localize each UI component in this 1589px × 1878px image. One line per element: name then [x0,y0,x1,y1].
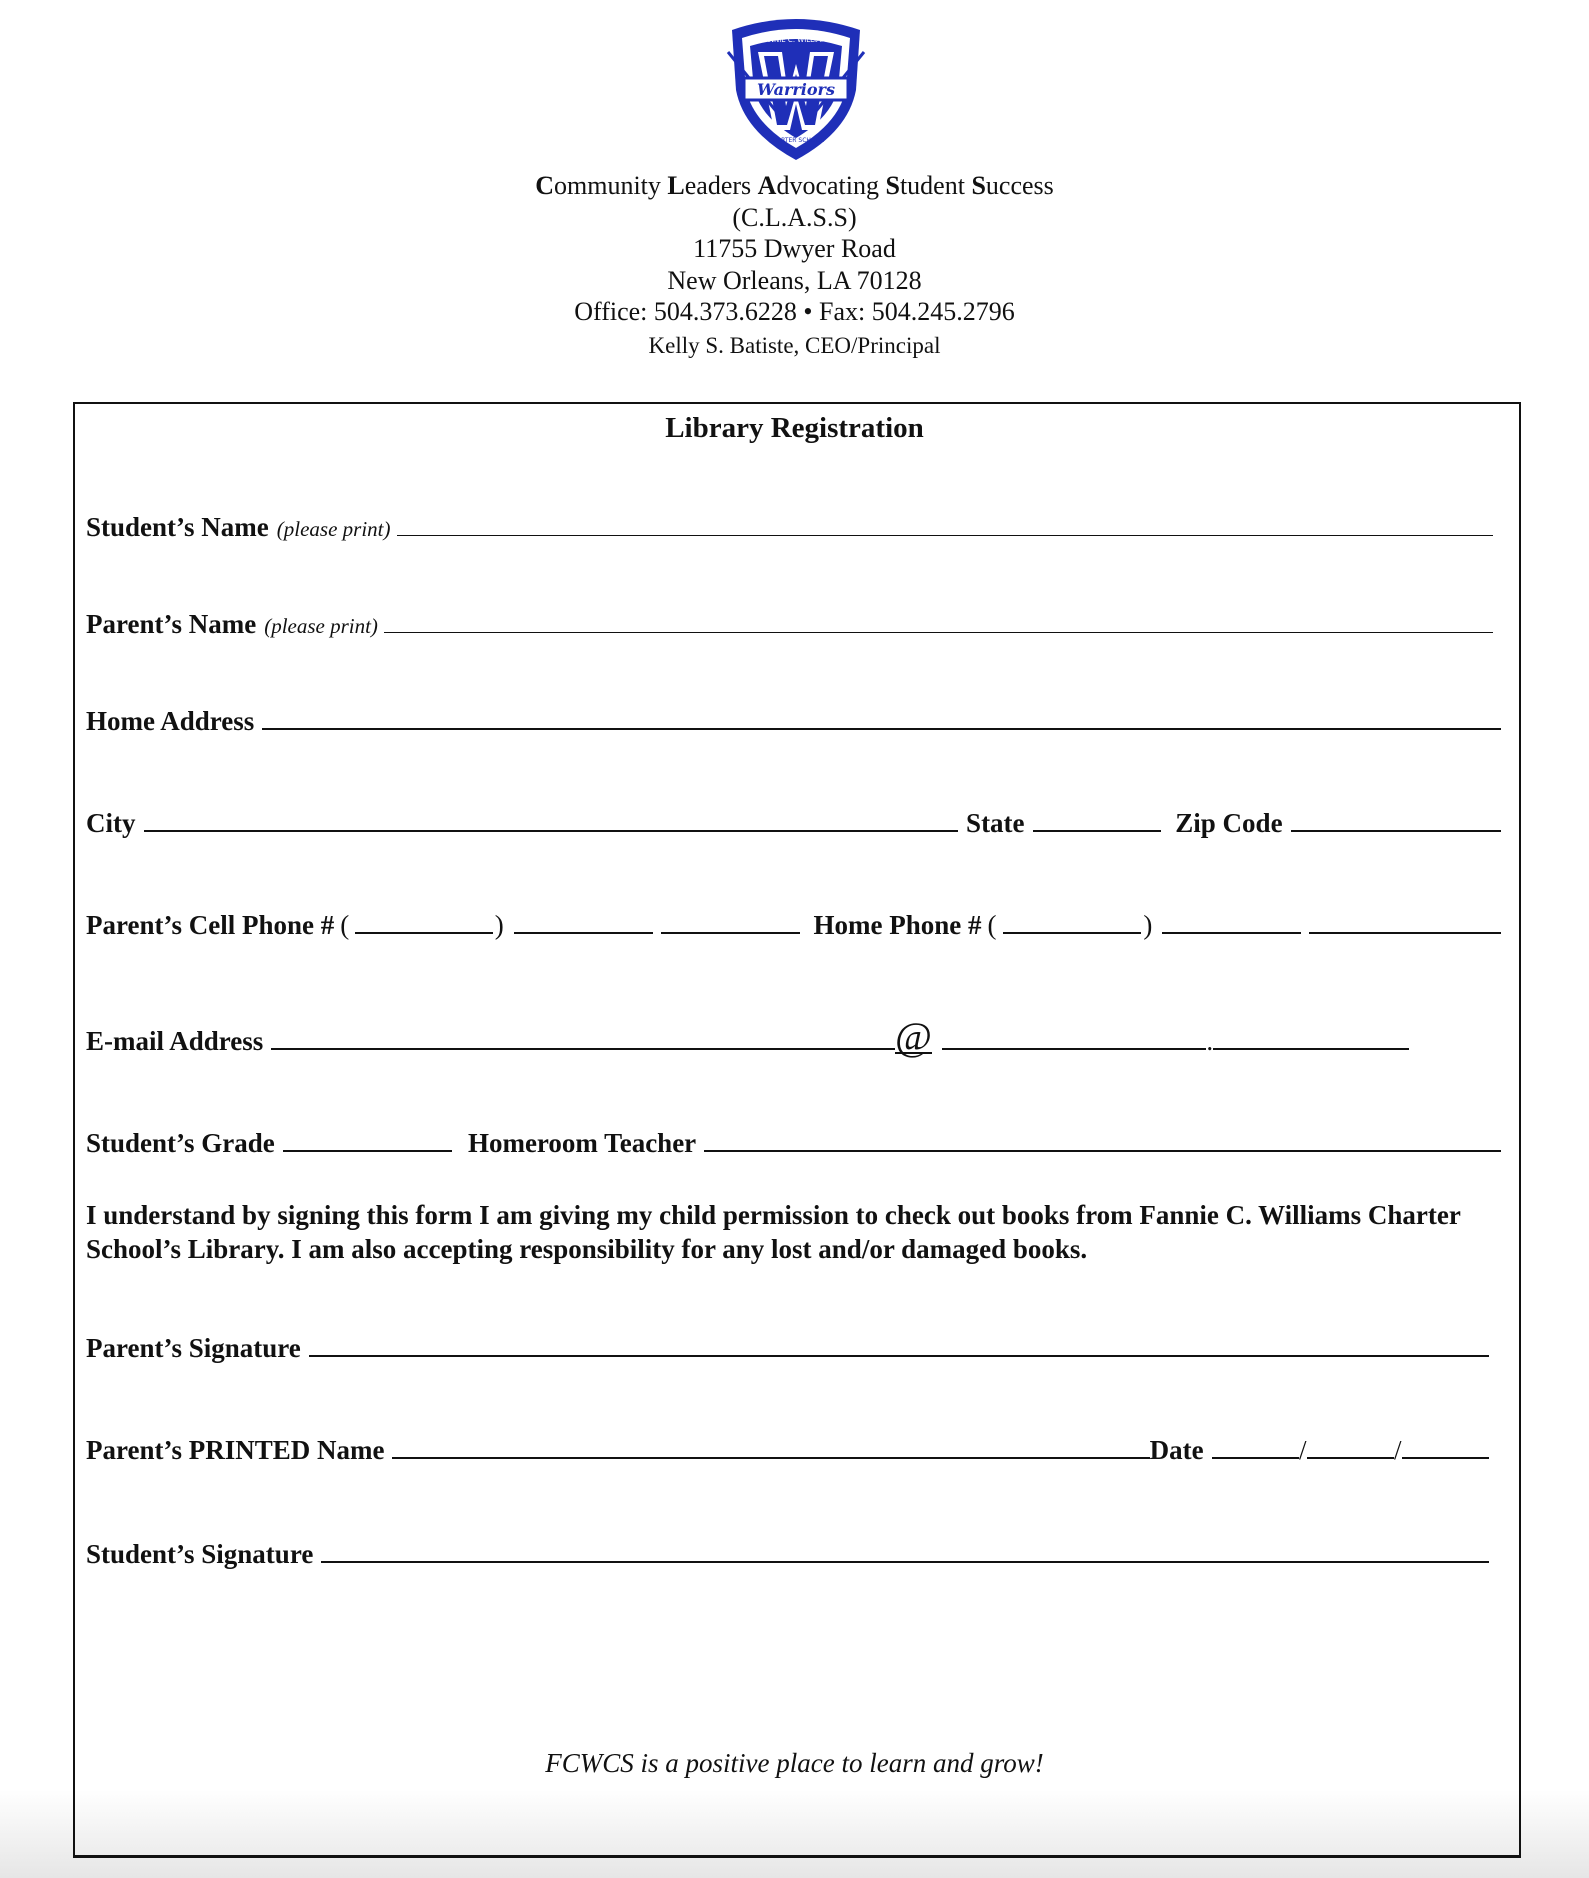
close-paren: ) [1143,910,1153,940]
dot: . [1206,1026,1214,1056]
word: ommunity [554,171,668,200]
permission-statement: I understand by signing this form I am giving my child permission to check out books from Fannie C. Williams Charter School’s Library. I am also accepting responsibility for any lost and/or damaged books. [86,1200,1461,1264]
city-state-zip-row [86,808,1501,839]
parent-signature-line [309,1354,1489,1357]
parent-signature-label: Parent’s Signature [86,1333,301,1363]
date-slash: / [1394,1435,1402,1465]
student-signature-label: Student’s Signature [86,1539,314,1569]
city-label: City [86,808,136,838]
phone-row [86,910,1501,941]
principal-name: Kelly S. Batiste, CEO/Principal [648,333,941,358]
home-prefix-line [1162,931,1301,934]
street-address: 11755 Dwyer Road [693,234,896,263]
please-print-hint: (please print) [276,517,391,541]
student-name-line [397,534,1494,536]
open-paren: ( [987,910,997,940]
at-sign: @ [895,1014,932,1059]
school-logo [722,12,870,162]
grade-teacher-row [86,1128,1501,1159]
date-year-line [1402,1456,1489,1459]
student-name-row [86,512,1501,543]
cell-number-line [661,931,800,934]
parent-name-line [384,631,1493,633]
cell-phone-label: Parent’s Cell Phone # [86,910,335,940]
parent-printed-name-label: Parent’s PRINTED Name [86,1435,385,1465]
parent-printed-row [86,1435,1489,1466]
open-paren: ( [340,910,350,940]
svg-text:Warriors: Warriors [757,80,835,99]
email-tld-line [1213,1047,1409,1050]
parent-name-row [86,609,1501,640]
date-month-line [1212,1456,1299,1459]
svg-text:FANNIE C. WILLIAMS: FANNIE C. WILLIAMS [760,36,832,44]
parent-printed-name-line [392,1456,1149,1459]
home-phone-label: Home Phone # [813,910,982,940]
city-state-zip: New Orleans, LA 70128 [667,266,922,295]
home-number-line [1309,931,1501,934]
school-motto: FCWCS is a positive place to learn and grow! [545,1748,1044,1778]
zip-code-label: Zip Code [1175,808,1283,838]
homeroom-teacher-label: Homeroom Teacher [467,1128,697,1158]
initial: L [667,171,685,200]
email-label: E-mail Address [86,1026,264,1056]
student-grade-label: Student’s Grade [86,1128,275,1158]
parent-signature-row [86,1333,1489,1364]
state-label: State [966,808,1025,838]
student-grade-line [283,1149,452,1152]
word: eaders [684,171,758,200]
student-name-label: Student’s Name [86,512,269,542]
zip-code-line [1291,829,1501,832]
please-print-hint: (please print) [264,614,378,638]
cell-area-code-line [355,931,493,934]
word: uccess [985,171,1054,200]
initial: S [971,171,986,200]
home-address-row [86,706,1509,737]
student-signature-line [321,1560,1489,1563]
city-line [144,829,959,832]
initial: A [757,171,777,200]
svg-text:CHARTER SCHOOL: CHARTER SCHOOL [768,137,824,144]
homeroom-teacher-line [704,1149,1501,1152]
initial: S [885,171,900,200]
email-domain-line [942,1047,1206,1050]
form-title: Library Registration [665,412,924,444]
initial: C [535,171,554,200]
date-slash: / [1299,1435,1307,1465]
date-label: Date [1149,1435,1204,1465]
state-line [1033,829,1162,832]
close-paren: ) [494,910,504,940]
phone-fax: Office: 504.373.6228 • Fax: 504.245.2796 [574,297,1015,326]
word: dvocating [776,171,886,200]
home-address-label: Home Address [86,706,255,736]
home-address-line [262,727,1501,730]
parent-name-label: Parent’s Name [86,609,257,639]
organization-name [0,171,1589,201]
student-signature-row [86,1539,1489,1570]
email-user-line [271,1047,895,1050]
organization-acronym: (C.L.A.S.S) [732,203,857,232]
home-area-code-line [1003,931,1142,934]
date-day-line [1307,1456,1394,1459]
word: tudent [899,171,972,200]
cell-prefix-line [514,931,653,934]
email-row [86,1014,1409,1059]
